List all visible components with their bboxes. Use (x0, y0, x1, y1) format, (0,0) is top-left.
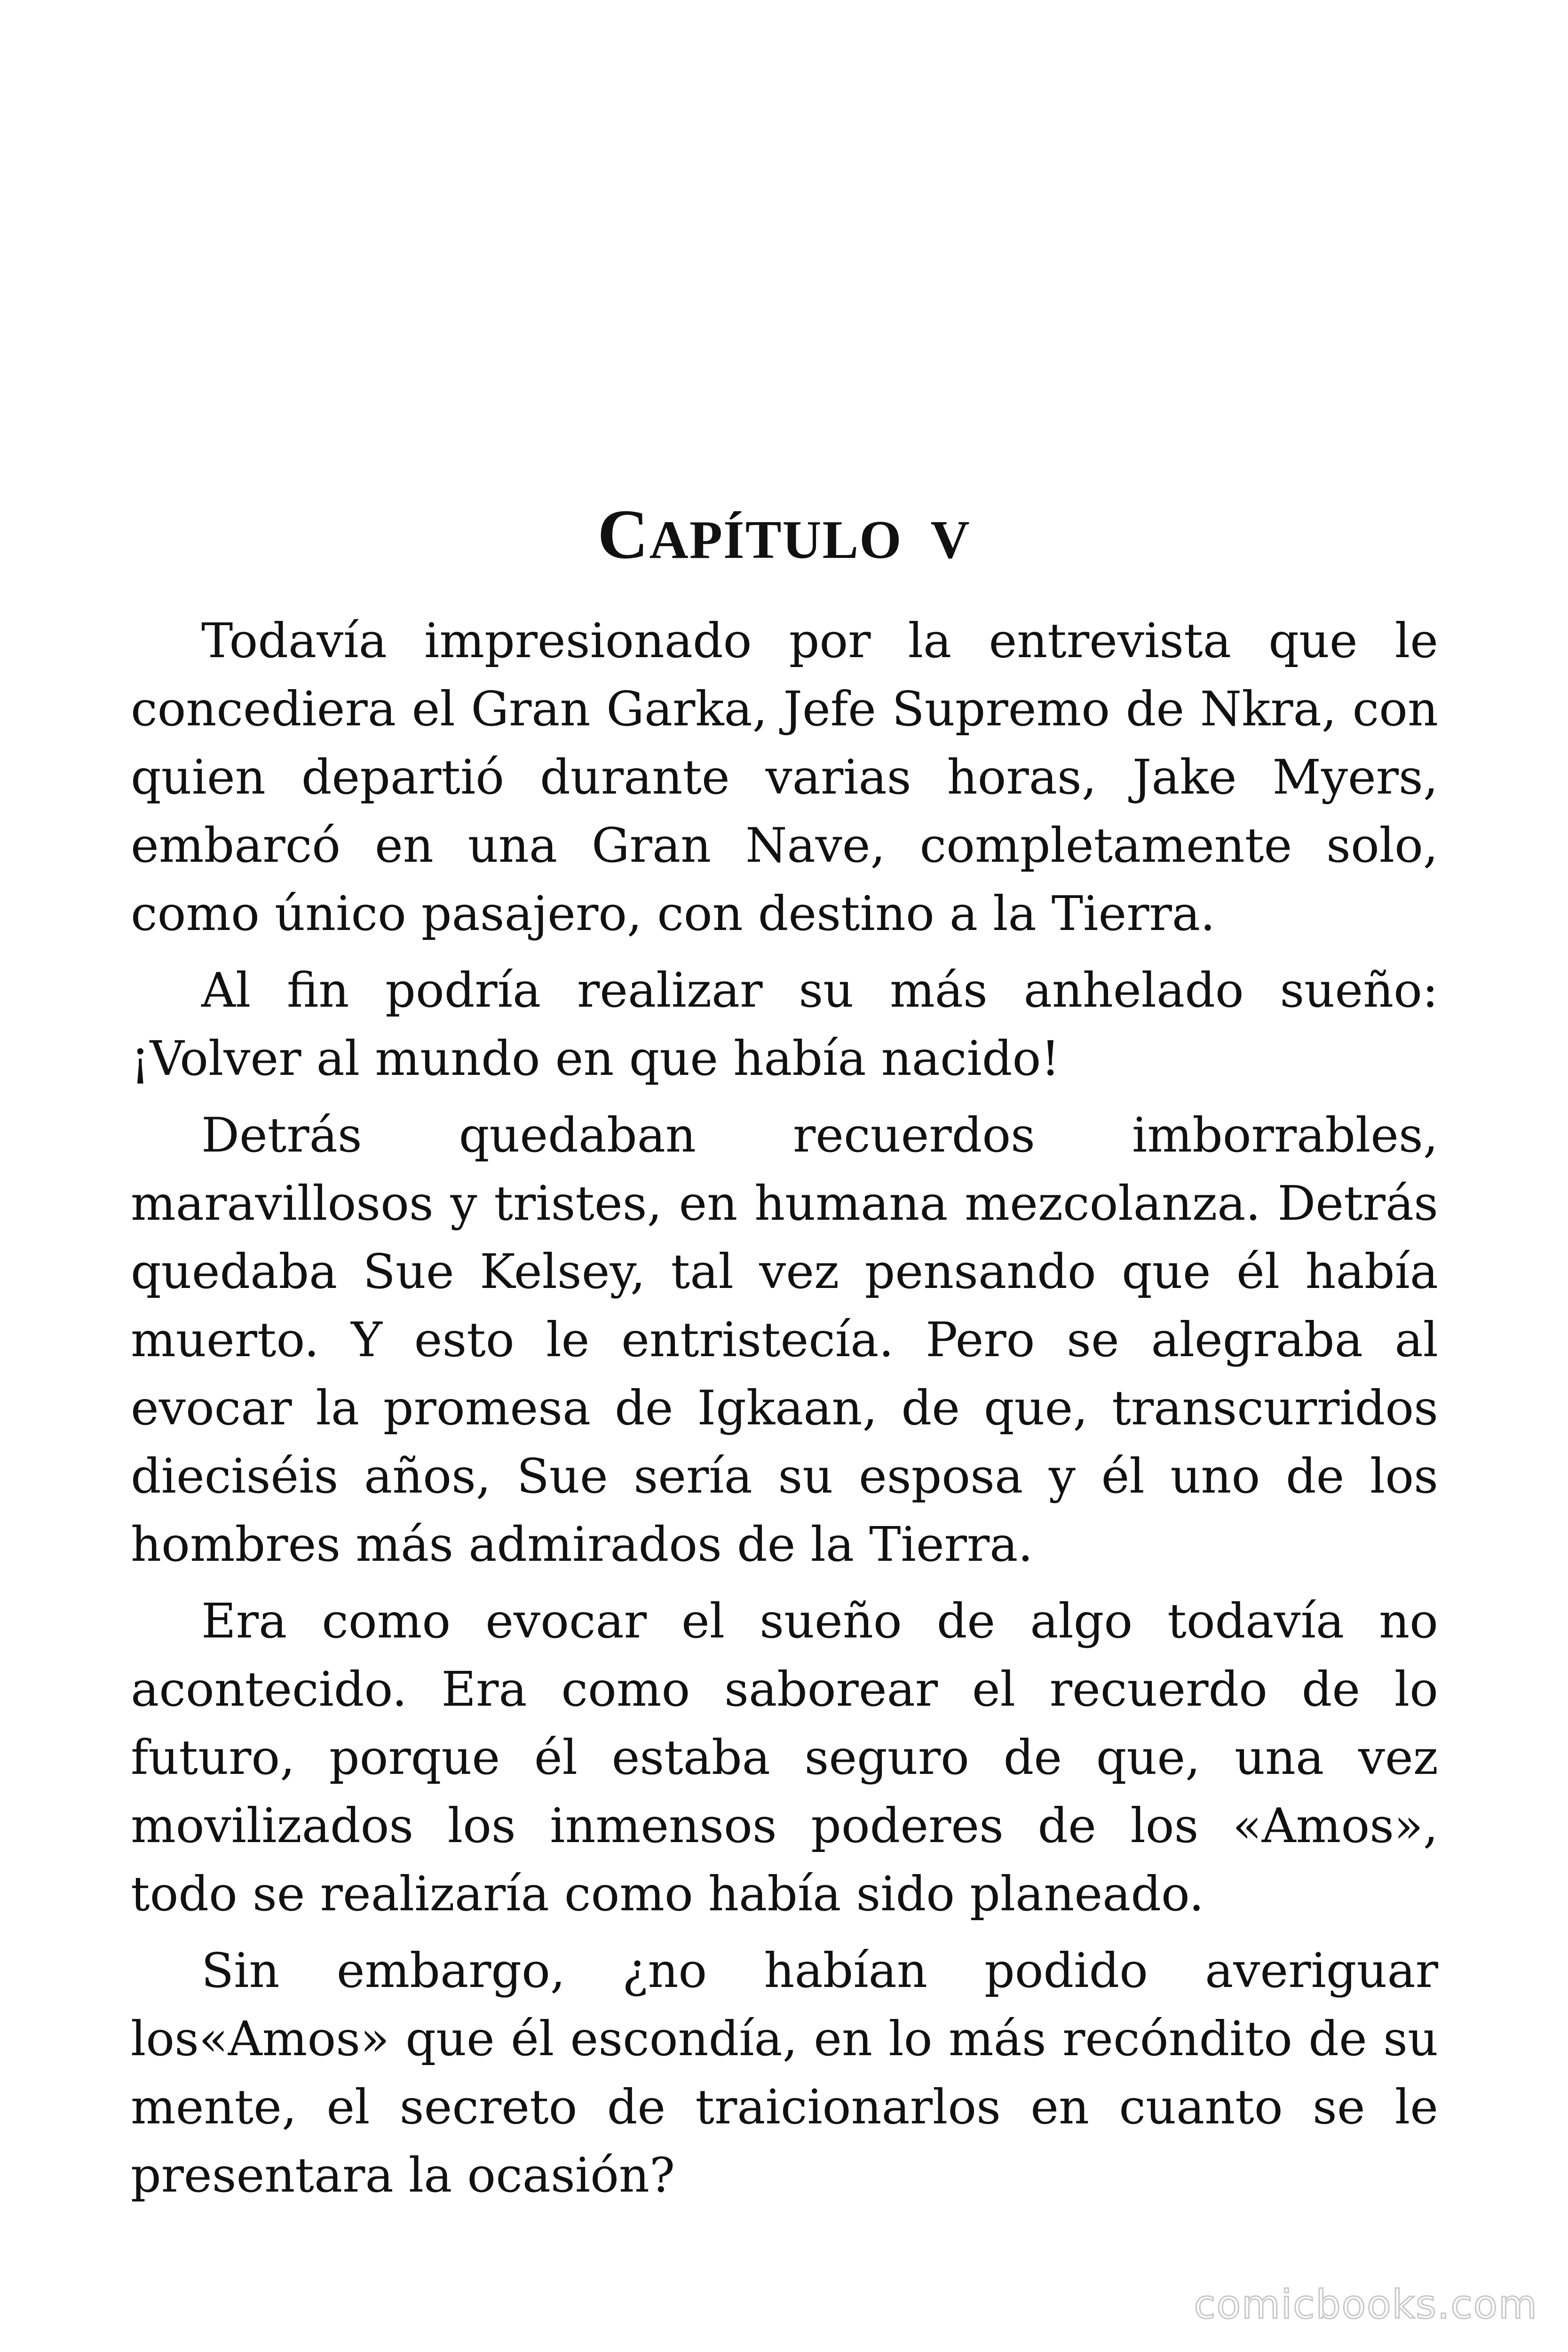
chapter-title-rest: APÍTULO (649, 509, 903, 570)
paragraph-1: Todavía impresionado por la entrevista que le concediera el Gran Garka, Jefe Supremo de Nkra, con quien departió durante varias horas, Jake Myers, embarcó en una Gran Nave, completamente solo, como único pasajero, con destino a la Tierra. (131, 613, 1438, 941)
paragraph-3: Detrás quedaban recuerdos imborrables, maravillosos y tristes, en humana mezcolanza. Detrás quedaba Sue Kelsey, tal vez pensando que él había muerto. Y esto le entristecía. Pero se alegraba al evocar la promesa de Igkaan, de que, transcurridos dieciséis años, Sue sería su esposa y él uno de los hombres más admirados de la Tierra. (131, 1107, 1438, 1572)
paragraph-5: Sin embargo, ¿no habían podido averiguar los«Amos» que él escondía, en lo más recóndito de su mente, el secreto de traicionarlos en cuanto se le presentara la ocasión? (131, 1943, 1438, 2203)
chapter-title (0, 495, 1568, 573)
paragraph-2: Al fin podría realizar su más anhelado sueño: ¡Volver al mundo en que había nacido! (131, 962, 1438, 1086)
paragraph-4: Era como evocar el sueño de algo todavía no acontecido. Era como saborear el recuerdo de lo futuro, porque él estaba seguro de que, una vez movilizados los inmensos poderes de los «Amos», todo se realizaría como había sido planeado. (131, 1593, 1438, 1922)
chapter-number: V (930, 509, 971, 570)
chapter-title-initial: C (597, 495, 649, 573)
watermark-logo: comicbooks.com (1194, 2281, 1538, 2328)
chapter-body (131, 607, 1438, 2218)
